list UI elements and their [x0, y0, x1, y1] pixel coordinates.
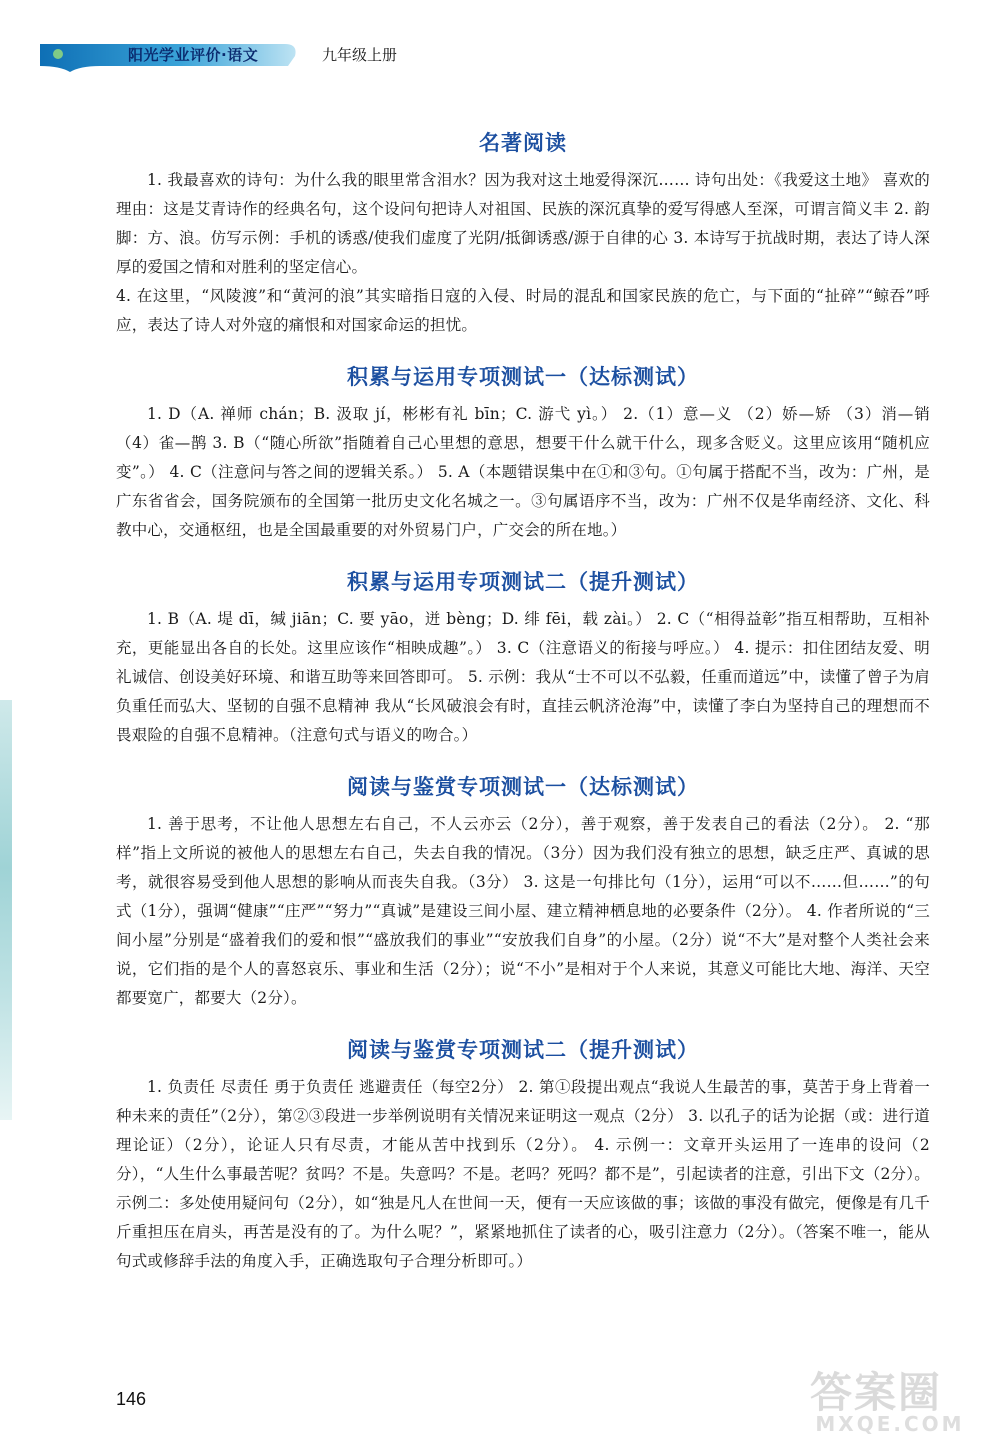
- section-title: 阅读与鉴赏专项测试一（达标测试）: [347, 775, 699, 799]
- answer-paragraph: 1. B（A. 堤 dī，缄 jiān；C. 要 yāo，迸 bèng；D. 绯 fēi，载 zài。） 2. C（“相得益彰”指互相帮助，互相补充，更能显出各自的长处。这里应该作“相映成趣”。） 3. C（注意语义的衔接与呼应。） 4. 提示：扣住团结友爱、明礼诚信、创设美好环境、和谐互助等来回答即可。 5. 示例：我从“士不可以不弘毅，任重而道远”中，读懂了曾子为肩负重任而弘大、坚韧的自强不息精神 我从“长风破浪会有时，直挂云帆济沧海”中，读懂了李白为坚持自己的理想而不畏艰险的自强不息精神。（注意句式与语义的吻合。）: [116, 610, 930, 744]
- section-yuedu-1: [116, 764, 930, 1013]
- watermark-main-text: 答案圈: [810, 1368, 943, 1417]
- page-number: 146: [116, 1389, 147, 1409]
- section-title: 积累与运用专项测试一（达标测试）: [347, 365, 699, 389]
- section-yuedu-2: [116, 1027, 930, 1276]
- header-series-title: 阳光学业评价·语文: [128, 46, 259, 64]
- answer-paragraph: 1. 善于思考，不让他人思想左右自己，不人云亦云（2分），善于观察，善于发表自己的看法（2分）。 2. “那样”指上文所说的被他人的思想左右自己，失去自我的情况。（3分）因为我们没有独立的思想，缺乏庄严、真诚的思考，就很容易受到他人思想的影响从而丧失自我。（3分） 3. 这是一句排比句（1分），运用“可以不……但……”的句式（1分），强调“健康”“庄严”“努力”“真诚”是建设三间小屋、建立精神栖息地的必要条件（2分）。 4. 作者所说的“三间小屋”分别是“盛着我们的爱和恨”“盛放我们的事业”“安放我们自身”的小屋。（2分）说“不大”是对整个人类社会来说，它们指的是个人的喜怒哀乐、事业和生活（2分）；说“不小”是相对于个人来说，其意义可能比大地、海洋、天空都要宽广，都要大（2分）。: [116, 815, 930, 1007]
- section-jilei-1: [116, 354, 930, 545]
- header-grade: 九年级上册: [322, 46, 398, 64]
- watermark-url-text: MXQE.COM: [815, 1412, 965, 1436]
- section-title: 阅读与鉴赏专项测试二（提升测试）: [347, 1038, 699, 1062]
- answer-content: [116, 120, 930, 1290]
- page-edge-decoration: [0, 700, 12, 1120]
- section-jilei-2: [116, 559, 930, 750]
- answer-paragraph: 1. 负责任 尽责任 勇于负责任 逃避责任（每空2分） 2. 第①段提出观点“我说人生最苦的事，莫苦于身上背着一种未来的责任”（2分），第②③段进一步举例说明有关情况来证明这一观点（2分） 3. 以孔子的话为论据（或：进行道理论证）（2分），论证人只有尽责，才能从苦中找到乐（2分）。 4. 示例一：文章开头运用了一连串的设问（2分），“人生什么事最苦呢？贫吗？不是。失意吗？不是。老吗？死吗？都不是”，引起读者的注意，引出下文（2分）。示例二：多处使用疑问句（2分），如“独是凡人在世间一天，便有一天应该做的事；该做的事没有做完，便像是有几千斤重担压在肩头，再苦是没有的了。为什么呢？”，紧紧地抓住了读者的心，吸引注意力（2分）。（答案不唯一，能从句式或修辞手法的角度入手，正确选取句子合理分析即可。）: [116, 1078, 930, 1270]
- section-title: 积累与运用专项测试二（提升测试）: [347, 570, 699, 594]
- answer-paragraph: 1. D（A. 禅师 chán；B. 汲取 jí，彬彬有礼 bīn；C. 游弋 yì。） 2.（1）意—义 （2）娇—矫 （3）消—销 （4）雀—鹊 3. B（“随心所欲”指随着自己心里想的意思，想要干什么就干什么，现多含贬义。这里应该用“随机应变”。） 4. C（注意问与答之间的逻辑关系。） 5. A（本题错误集中在①和③句。①句属于搭配不当，改为：广州，是广东省省会，国务院颁布的全国第一批历史文化名城之一。③句属语序不当，改为：广州不仅是华南经济、文化、科教中心，交通枢纽，也是全国最重要的对外贸易门户，广交会的所在地。）: [116, 405, 930, 539]
- watermark-logo: [810, 1360, 970, 1440]
- section-title: 名著阅读: [479, 131, 567, 155]
- section-mingzhu: [116, 120, 930, 340]
- answer-paragraph: 4. 在这里，“风陵渡”和“黄河的浪”其实暗指日寇的入侵、时局的混乱和国家民族的危亡，与下面的“扯碎”“鲸吞”呼应，表达了诗人对外寇的痛恨和对国家命运的担忧。: [116, 287, 930, 334]
- answer-paragraph: 1. 我最喜欢的诗句：为什么我的眼里常含泪水？因为我对这土地爱得深沉…… 诗句出处：《我爱这土地》 喜欢的理由：这是艾青诗作的经典名句，这个设问句把诗人对祖国、民族的深沉真挚的爱写得感人至深，可谓言简义丰 2. 韵脚：方、浪。仿写示例：手机的诱惑/使我们虚度了光阴/抵御诱惑/源于自律的心 3. 本诗写于抗战时期，表达了诗人深厚的爱国之情和对胜利的坚定信心。: [116, 171, 930, 276]
